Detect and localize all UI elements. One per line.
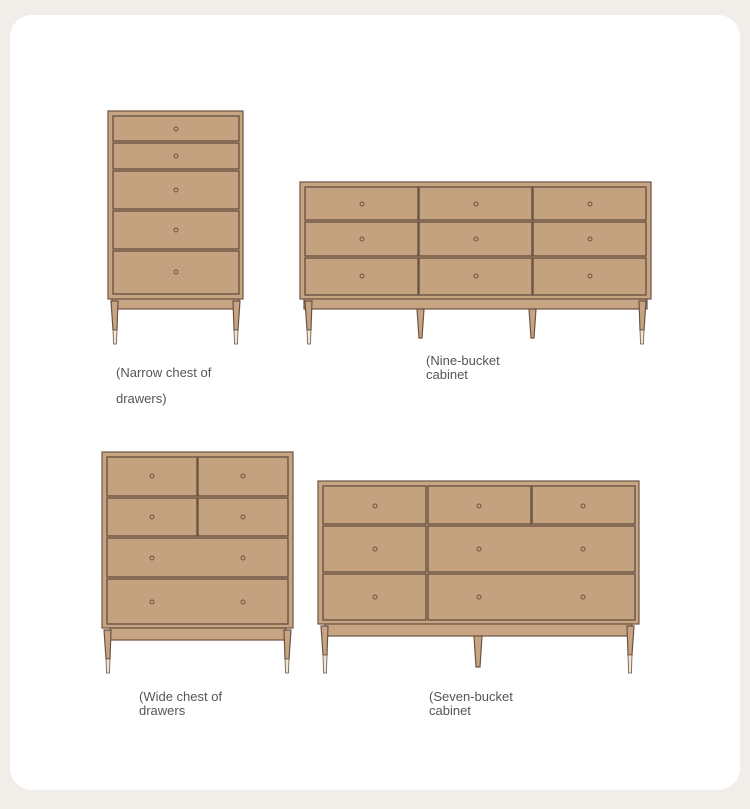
drawer xyxy=(107,457,197,496)
caption-line: cabinet xyxy=(426,367,468,382)
leg xyxy=(529,309,536,338)
leg xyxy=(284,630,291,659)
drawer xyxy=(113,143,239,169)
drawer xyxy=(532,486,635,524)
caption-wide-chest xyxy=(139,690,222,718)
caption-line: drawers xyxy=(139,703,186,718)
drawer xyxy=(533,258,646,295)
caption-narrow-chest xyxy=(116,360,211,412)
caption-nine-bucket-cabinet xyxy=(426,354,500,382)
base-rail xyxy=(112,299,239,309)
narrow-chest-illustration xyxy=(108,111,243,344)
drawer xyxy=(107,579,288,624)
leg xyxy=(111,301,118,330)
drawer xyxy=(198,457,288,496)
caption-line: (Wide chest of xyxy=(139,689,223,704)
leg xyxy=(305,301,312,330)
caption-line: drawers) xyxy=(116,391,167,406)
leg xyxy=(321,626,328,655)
base-rail xyxy=(304,299,647,309)
nine-bucket-cabinet-illustration xyxy=(300,182,651,344)
drawer xyxy=(419,222,532,256)
caption-line: (Nine-bucket xyxy=(426,353,500,368)
drawer xyxy=(419,258,532,295)
base-rail xyxy=(325,624,632,636)
caption-seven-bucket-cabinet xyxy=(429,690,513,718)
drawer xyxy=(323,574,426,620)
drawer xyxy=(113,251,239,294)
seven-bucket-cabinet-illustration xyxy=(318,481,639,673)
drawer xyxy=(107,538,288,577)
drawer xyxy=(113,171,239,209)
base-rail xyxy=(110,628,286,640)
leg xyxy=(417,309,424,338)
drawer xyxy=(533,222,646,256)
leg xyxy=(233,301,240,330)
caption-line: (Seven-bucket xyxy=(429,689,513,704)
caption-line: cabinet xyxy=(429,703,471,718)
drawer xyxy=(323,486,426,524)
caption-line: (Narrow chest of xyxy=(116,365,212,380)
drawer xyxy=(533,187,646,220)
drawer xyxy=(419,187,532,220)
drawer xyxy=(305,222,418,256)
wide-chest-illustration xyxy=(102,452,293,673)
leg xyxy=(639,301,646,330)
drawer xyxy=(107,498,197,536)
drawer xyxy=(113,116,239,141)
drawer xyxy=(113,211,239,249)
drawer xyxy=(428,574,635,620)
drawer xyxy=(198,498,288,536)
leg xyxy=(474,636,482,667)
drawer xyxy=(305,258,418,295)
drawer xyxy=(305,187,418,220)
leg xyxy=(104,630,111,659)
drawer xyxy=(323,526,426,572)
drawer xyxy=(428,526,635,572)
drawer xyxy=(428,486,531,524)
leg xyxy=(627,626,634,655)
